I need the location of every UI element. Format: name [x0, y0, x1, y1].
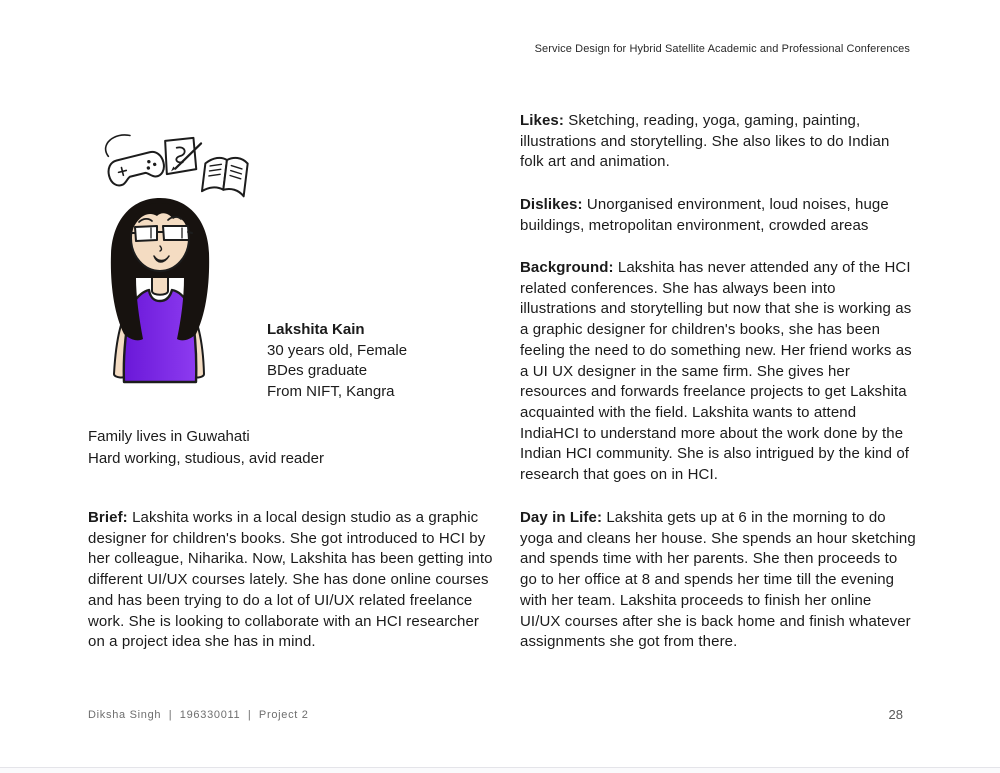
persona-trait-personality: Hard working, studious, avid reader	[88, 449, 324, 467]
persona-detail-age: 30 years old, Female	[267, 341, 408, 359]
brief-text: Lakshita works in a local design studio as a graphic designer for children's books. She got introduced to HCI by her colleague, Niharika. Now, Lakshita has been getting into different UI/UX courses lately. She has done online courses and has been trying to do a lot of UI/UX related freelance work. She is looking to collaborate with an HCI researcher on a project idea she has in mind.	[88, 509, 493, 651]
persona-name: Lakshita Kain	[267, 321, 365, 338]
persona-trait-family: Family lives in Guwahati	[88, 428, 250, 445]
page-bottom-edge	[0, 767, 1000, 773]
open-book-icon	[202, 154, 248, 196]
likes-text: Sketching, reading, yoga, gaming, painting, illustrations and storytelling. She also likes to do Indian folk art and animation.	[520, 112, 890, 171]
persona-illustration	[98, 128, 258, 398]
dislikes-text: Unorganised environment, loud noises, huge buildings, metropolitan environment, crowded areas	[520, 196, 889, 234]
day-in-life-section	[520, 508, 916, 653]
sketch-pencil-icon	[163, 136, 202, 176]
footer-credit: Diksha Singh | 196330011 | Project 2	[88, 709, 309, 721]
persona-detail-origin: From NIFT, Kangra	[267, 383, 395, 401]
dislikes-section	[520, 195, 916, 236]
background-label: Background:	[520, 259, 614, 276]
persona-traits	[88, 426, 324, 469]
dislikes-label: Dislikes:	[520, 196, 583, 213]
likes-section	[520, 111, 916, 173]
background-text: Lakshita has never attended any of the HCI related conferences. She has always been into illustrations and storytelling but now that she is working as a graphic designer for children's books, she has been feeling the need to do something new. Her friend works as a UI UX designer in the same firm. She gives her resources and forwards freelance projects to get Lakshita acquainted with the field. Lakshita wants to attend IndiaHCI to understand more about the work done by the Indian HCI community. She is also intrigued by the kind of research that goes on in HCI.	[520, 259, 912, 484]
game-controller-icon	[100, 128, 166, 188]
background-section	[520, 258, 916, 486]
persona-figure	[111, 198, 209, 382]
brief-label: Brief:	[88, 509, 128, 526]
day-in-life-label: Day in Life:	[520, 509, 603, 526]
day-in-life-text: Lakshita gets up at 6 in the morning to do yoga and cleans her house. She spends an hour sketching and spends time with her parents. She then proceeds to go to her office at 8 and spends her time till the evening with her team. Lakshita proceeds to finish her online UI/UX courses after she is back home and finish whatever assignments she got from there.	[520, 509, 916, 651]
persona-detail-education: BDes graduate	[267, 362, 368, 380]
likes-label: Likes:	[520, 112, 564, 129]
page-number: 28	[888, 707, 903, 722]
brief-section	[88, 508, 496, 653]
document-header-title: Service Design for Hybrid Satellite Academic and Professional Conferences	[534, 43, 910, 55]
persona-profile	[267, 320, 407, 403]
